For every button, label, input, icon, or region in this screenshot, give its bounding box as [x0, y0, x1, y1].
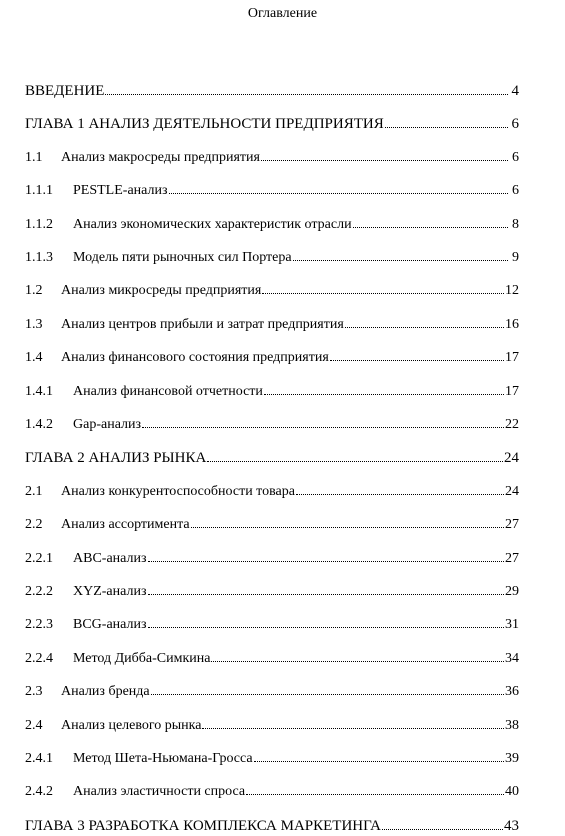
toc-entry[interactable]: [25, 182, 519, 200]
toc-entry-number: 1.4: [25, 350, 43, 366]
toc-entry-page: 24: [504, 450, 519, 467]
dot-leader: [382, 829, 503, 830]
dot-leader: [246, 794, 504, 795]
dot-leader: [148, 627, 505, 628]
toc-entry-title: Анализ финансовой отчетности: [73, 383, 263, 399]
toc-entry[interactable]: [25, 282, 519, 300]
toc-entry-title: BCG-анализ: [73, 617, 147, 633]
toc-entry-page: 9: [512, 250, 519, 265]
toc-entry[interactable]: [25, 717, 519, 735]
toc-entry-page: 39: [505, 751, 519, 766]
dot-leader: [353, 227, 508, 228]
toc-entry-page: 6: [511, 116, 519, 133]
dot-leader: [293, 260, 508, 261]
toc-entry-title: Анализ центров прибыли и затрат предприятия: [61, 316, 344, 332]
toc-entry[interactable]: [25, 249, 519, 267]
toc-entry-page: 31: [505, 617, 519, 633]
dot-leader: [105, 94, 508, 95]
toc-entry-number: 2.4.1: [25, 751, 53, 766]
toc-entry-title: Анализ ассортимента: [61, 517, 190, 533]
toc-entry[interactable]: [25, 650, 519, 668]
dot-leader: [330, 360, 504, 361]
dot-leader: [261, 160, 508, 161]
toc-entry-page: 27: [505, 517, 519, 533]
toc-entry-number: 1.4.2: [25, 417, 53, 432]
toc-entry[interactable]: [25, 750, 519, 768]
dot-leader: [151, 694, 504, 695]
toc-entry-number: 2.2.1: [25, 550, 53, 566]
toc-entry-title: ГЛАВА 2 АНАЛИЗ РЫНКА: [25, 450, 207, 467]
dot-leader: [385, 127, 508, 128]
toc-entry-number: 2.2.4: [25, 650, 53, 666]
dot-leader: [211, 661, 504, 662]
toc-entry-page: 17: [505, 350, 519, 366]
toc-title: Оглавление: [247, 6, 318, 21]
dot-leader: [264, 394, 504, 395]
toc-entry-title: Анализ макросреды предприятия: [61, 149, 260, 165]
dot-leader: [254, 761, 504, 762]
toc-entry[interactable]: [25, 82, 519, 100]
dot-leader: [296, 494, 504, 495]
toc-entry[interactable]: [25, 416, 519, 434]
dot-leader: [148, 594, 505, 595]
toc-entry-number: 2.4: [25, 717, 43, 733]
toc-entry-title: Метод Дибба-Симкина: [73, 650, 211, 666]
toc-entry[interactable]: [25, 149, 519, 167]
toc-entry[interactable]: [25, 616, 519, 634]
toc-entry[interactable]: [25, 383, 519, 401]
toc-entry-page: 4: [511, 83, 519, 99]
toc-entry-title: Анализ микросреды предприятия: [61, 283, 262, 299]
toc-entry-title: Анализ эластичности спроса: [73, 784, 246, 800]
toc-entry-number: 1.1.1: [25, 183, 53, 199]
toc-entry-number: 1.4.1: [25, 383, 53, 399]
toc-entry-title: Анализ экономических характеристик отрасли: [73, 216, 352, 232]
dot-leader: [262, 293, 504, 294]
toc-entry-number: 2.2.3: [25, 617, 53, 633]
toc-entry-number: 1.2: [25, 283, 43, 299]
toc-entry-number: 2.2.2: [25, 584, 53, 599]
toc-entry[interactable]: [25, 316, 519, 334]
toc-entry-title: XYZ-анализ: [73, 584, 147, 599]
toc-entry-page: 22: [505, 417, 519, 432]
toc-entry-number: 1.3: [25, 316, 43, 332]
toc-entry-title: Gap-анализ: [73, 417, 142, 432]
toc-entry-title: Анализ финансового состояния предприятия: [61, 350, 329, 366]
toc-entry-page: 40: [505, 784, 519, 800]
toc-entry-page: 17: [505, 383, 519, 399]
toc-entry-page: 24: [505, 483, 519, 499]
toc-entry[interactable]: [25, 783, 519, 801]
toc-entry-title: ABC-анализ: [73, 550, 147, 566]
dot-leader: [148, 561, 505, 562]
toc-entry-title: Анализ бренда: [61, 684, 150, 700]
toc-entry-number: 1.1.2: [25, 216, 53, 232]
dot-leader: [191, 527, 504, 528]
toc-entry[interactable]: [25, 115, 519, 133]
toc-entry-page: 8: [512, 216, 519, 232]
toc-entry-title: Метод Шета-Ньюмана-Гросса: [73, 751, 253, 766]
toc-entry-page: 6: [512, 183, 519, 199]
toc-entry[interactable]: [25, 483, 519, 501]
toc-entry-title: PESTLE-анализ: [73, 183, 168, 199]
toc-entry[interactable]: [25, 349, 519, 367]
toc-entry[interactable]: [25, 683, 519, 701]
dot-leader: [345, 327, 504, 328]
toc-entry-title: Анализ конкурентоспособности товара: [61, 483, 295, 499]
toc-entry-number: 2.4.2: [25, 784, 53, 800]
toc-entry-page: 34: [505, 650, 519, 666]
toc-entry[interactable]: [25, 583, 519, 601]
dot-leader: [142, 427, 504, 428]
toc-entry-page: 16: [505, 316, 519, 332]
toc-entry-page: 43: [504, 817, 519, 834]
dot-leader: [169, 193, 509, 194]
toc-entry[interactable]: [25, 449, 519, 467]
toc-entry-page: 38: [505, 717, 519, 733]
toc-entry-page: 27: [505, 550, 519, 566]
toc-entry-number: 2.1: [25, 483, 43, 499]
toc-entry-title: ГЛАВА 3 РАЗРАБОТКА КОМПЛЕКСА МАРКЕТИНГА: [25, 817, 382, 834]
toc-entry-number: 2.3: [25, 684, 43, 700]
toc-entry-title: ВВЕДЕНИЕ: [25, 83, 105, 99]
toc-entry-title: ГЛАВА 1 АНАЛИЗ ДЕЯТЕЛЬНОСТИ ПРЕДПРИЯТИЯ: [25, 116, 384, 133]
toc-entry[interactable]: [25, 216, 519, 234]
dot-leader: [207, 461, 503, 462]
dot-leader: [202, 728, 504, 729]
toc-entry-number: 1.1.3: [25, 250, 53, 265]
toc-entry-page: 12: [505, 283, 519, 299]
toc-entry-page: 29: [505, 584, 519, 599]
toc-entry-page: 6: [512, 149, 519, 165]
toc-entry[interactable]: [25, 550, 519, 568]
toc-entry[interactable]: [25, 817, 519, 835]
toc-entry-number: 2.2: [25, 517, 43, 533]
toc-entry[interactable]: [25, 516, 519, 534]
toc-entry-page: 36: [505, 684, 519, 700]
toc-entry-number: 1.1: [25, 149, 43, 165]
toc-entry-title: Анализ целевого рынка: [61, 717, 202, 733]
toc-entry-title: Модель пяти рыночных сил Портера: [73, 250, 292, 265]
